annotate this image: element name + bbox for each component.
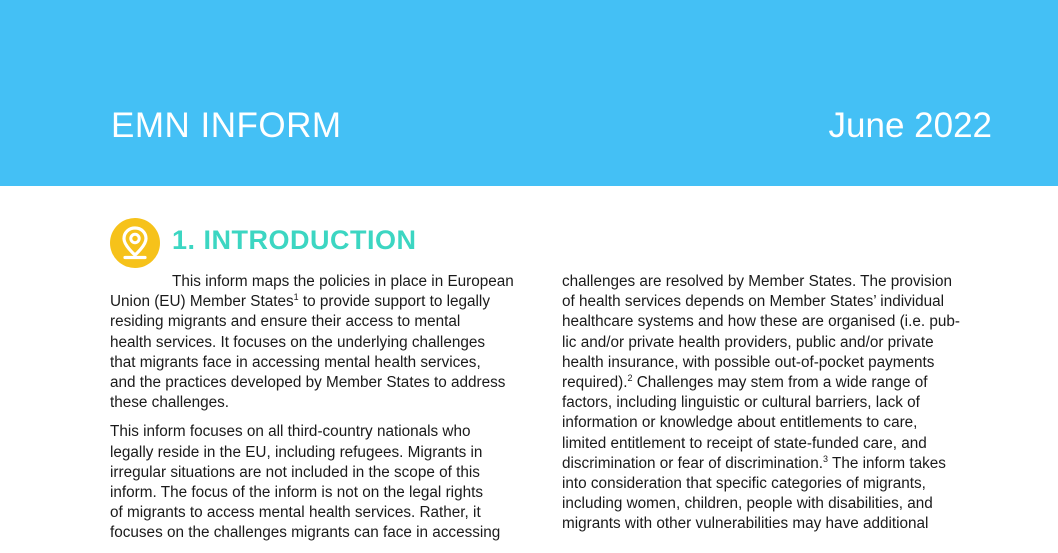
text-line: irregular situations are not included in the scope of this <box>110 463 480 481</box>
publication-date: June 2022 <box>828 106 992 145</box>
footnote-ref-1[interactable]: 1 <box>293 292 299 303</box>
text-line: focuses on the challenges migrants can face in accessing <box>110 524 501 542</box>
left-column <box>110 272 550 553</box>
text-line: health services. It focuses on the underlying challenges <box>110 333 485 351</box>
text-line: migrants with other vulnerabilities may have additional <box>562 515 929 533</box>
intro-paragraph-3 <box>562 272 1002 535</box>
text-line: legally reside in the EU, including refugees. Migrants in <box>110 443 483 461</box>
text-line: and the practices developed by Member States to address <box>110 374 506 392</box>
text-line: inform. The focus of the inform is not on the legal rights <box>110 484 483 502</box>
text-line: that migrants face in accessing mental health services, <box>110 353 481 371</box>
text-line: required).$^2$ Challenges may stem from a wide range of <box>562 373 928 392</box>
intro-paragraph-1 <box>110 272 550 413</box>
text-line: information or knowledge about entitlements to care, <box>562 414 918 432</box>
header-banner <box>0 0 1058 186</box>
text-line: health insurance, with possible out-of-pocket payments <box>562 353 935 371</box>
location-pin-icon <box>110 218 160 268</box>
section-heading: 1. INTRODUCTION <box>172 225 417 255</box>
text-line: This inform maps the policies in place in European <box>172 273 514 290</box>
text-line: Union (EU) Member States$^1$ to provide support to legally <box>110 292 490 311</box>
text-line: of health services depends on Member States’ individual <box>562 293 945 311</box>
text-line: these challenges. <box>110 394 230 412</box>
text-line: residing migrants and ensure their access to mental <box>110 313 461 331</box>
footnote-ref-2[interactable]: 2 <box>627 373 633 384</box>
text-line: discrimination or fear of discrimination.$^3$ The inform takes <box>562 453 946 472</box>
right-column <box>562 272 1002 544</box>
text-line: challenges are resolved by Member States. The provision <box>562 273 952 290</box>
text-line: including women, children, people with disabilities, and <box>562 495 933 513</box>
text-line: lic and/or private health providers, public and/or private <box>562 333 934 351</box>
publication-title: EMN INFORM <box>111 106 342 145</box>
text-line: limited entitlement to receipt of state-funded care, and <box>562 434 927 452</box>
text-line: This inform focuses on all third-country nationals who <box>110 423 471 441</box>
text-line: of migrants to access mental health services. Rather, it <box>110 504 481 522</box>
text-line: healthcare systems and how these are organised (i.e. pub- <box>562 313 960 331</box>
text-line: into consideration that specific categories of migrants, <box>562 475 926 493</box>
footnote-ref-3[interactable]: 3 <box>823 453 829 464</box>
intro-paragraph-2 <box>110 422 550 543</box>
text-line: factors, including linguistic or cultural barriers, lack of <box>562 394 920 412</box>
